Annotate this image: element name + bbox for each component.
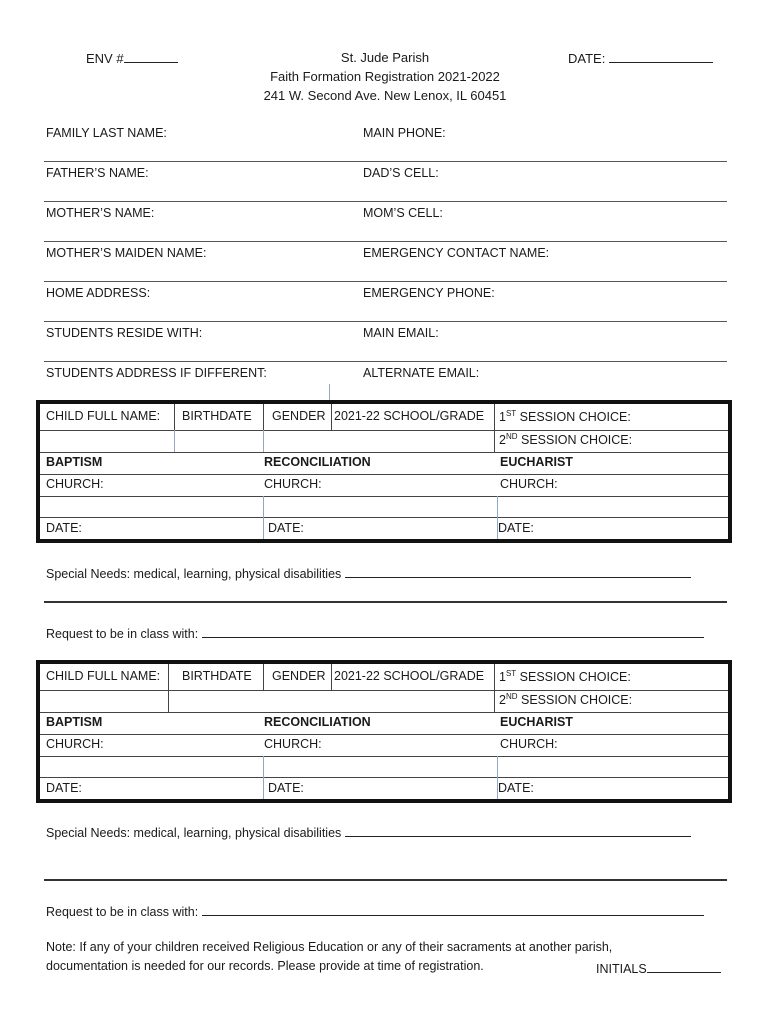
family-last-name-label: FAMILY LAST NAME:	[46, 126, 167, 140]
family-line-3[interactable]	[44, 241, 727, 242]
special-needs-line-1[interactable]	[44, 601, 727, 603]
family-line-4[interactable]	[44, 281, 727, 282]
request-class-label-1: Request to be in class with:	[46, 624, 704, 641]
request-class-label-2: Request to be in class with:	[46, 902, 704, 919]
gender-label: GENDER	[272, 409, 326, 423]
moms-cell-label: MOM’S CELL:	[363, 206, 443, 220]
first-session-choice-label: 1ST SESSION CHOICE:	[499, 669, 631, 685]
request-class-input-2[interactable]	[202, 902, 704, 916]
col-line	[263, 430, 264, 452]
row-line	[40, 734, 728, 735]
row-line	[40, 452, 728, 453]
row-line	[40, 777, 728, 778]
gender-label: GENDER	[272, 669, 326, 683]
reconciliation-church-label: CHURCH:	[264, 477, 322, 491]
date-input[interactable]	[609, 50, 713, 63]
mothers-maiden-name-label: MOTHER’S MAIDEN NAME:	[46, 246, 207, 260]
birthdate-label: BIRTHDATE	[182, 409, 252, 423]
special-needs-line-2[interactable]	[44, 879, 727, 881]
special-needs-input-1[interactable]	[345, 564, 691, 578]
env-label: ENV #	[86, 50, 178, 66]
mothers-name-label: MOTHER’S NAME:	[46, 206, 155, 220]
parish-address: 241 W. Second Ave. New Lenox, IL 60451	[263, 88, 507, 103]
home-address-label: HOME ADDRESS:	[46, 286, 151, 300]
eucharist-label: EUCHARIST	[500, 455, 573, 469]
col-line	[263, 496, 264, 539]
baptism-date-label: DATE:	[46, 521, 82, 535]
second-session-choice-label: 2ND SESSION CHOICE:	[499, 432, 633, 448]
family-line-6[interactable]	[44, 361, 727, 362]
col-line	[263, 664, 264, 690]
row-line	[40, 474, 728, 475]
baptism-label: BAPTISM	[46, 715, 103, 729]
row-line	[40, 712, 728, 713]
eucharist-date-label: DATE:	[498, 781, 534, 795]
child-full-name-label: CHILD FULL NAME:	[46, 669, 161, 683]
main-phone-label: MAIN PHONE:	[363, 126, 446, 140]
initials-label: INITIALS	[596, 959, 721, 976]
col-line	[263, 404, 264, 430]
date-label: DATE:	[568, 50, 713, 66]
fathers-name-label: FATHER’S NAME:	[46, 166, 149, 180]
initials-input[interactable]	[647, 959, 721, 973]
students-reside-with-label: STUDENTS RESIDE WITH:	[46, 326, 203, 340]
first-session-choice-label: 1ST SESSION CHOICE:	[499, 409, 631, 425]
col-line	[174, 404, 175, 430]
child-table-1	[36, 400, 732, 543]
special-needs-input-2[interactable]	[345, 823, 691, 837]
dads-cell-label: DAD’S CELL:	[363, 166, 439, 180]
special-needs-label-1: Special Needs: medical, learning, physical disabilities	[46, 564, 691, 581]
reconciliation-label: RECONCILIATION	[264, 715, 371, 729]
col-line	[494, 664, 495, 712]
program-title: Faith Formation Registration 2021-2022	[270, 69, 500, 84]
eucharist-church-label: CHURCH:	[500, 737, 558, 751]
col-line	[331, 664, 332, 690]
row-line	[40, 690, 728, 691]
baptism-date-label: DATE:	[46, 781, 82, 795]
eucharist-label: EUCHARIST	[500, 715, 573, 729]
row-line	[40, 496, 728, 497]
birthdate-label: BIRTHDATE	[182, 669, 252, 683]
child-full-name-label: CHILD FULL NAME:	[46, 409, 161, 423]
row-line	[40, 517, 728, 518]
note-line-1: Note: If any of your children received Religious Education or any of their sacraments at another parish,	[46, 940, 613, 954]
parish-name: St. Jude Parish	[340, 50, 430, 65]
reconciliation-church-label: CHURCH:	[264, 737, 322, 751]
family-line-2[interactable]	[44, 201, 727, 202]
school-grade-label: 2021-22 SCHOOL/GRADE	[334, 669, 485, 683]
school-grade-label: 2021-22 SCHOOL/GRADE	[334, 409, 485, 423]
request-class-input-1[interactable]	[202, 624, 704, 638]
row-line	[40, 756, 728, 757]
second-session-choice-label: 2ND SESSION CHOICE:	[499, 692, 633, 708]
baptism-label: BAPTISM	[46, 455, 103, 469]
reconciliation-label: RECONCILIATION	[264, 455, 371, 469]
reconciliation-date-label: DATE:	[268, 781, 304, 795]
baptism-church-label: CHURCH:	[46, 737, 104, 751]
baptism-church-label: CHURCH:	[46, 477, 104, 491]
col-line	[174, 430, 175, 452]
alternate-email-label: ALTERNATE EMAIL:	[363, 366, 480, 380]
row-line	[40, 430, 728, 431]
emergency-phone-label: EMERGENCY PHONE:	[363, 286, 495, 300]
col-line	[168, 664, 169, 712]
family-line-1[interactable]	[44, 161, 727, 162]
child-table-2	[36, 660, 732, 803]
note-line-2: documentation is needed for our records. Please provide at time of registration.	[46, 959, 484, 973]
students-address-label: STUDENTS ADDRESS IF DIFFERENT:	[46, 366, 267, 380]
col-line	[263, 756, 264, 799]
col-line	[331, 404, 332, 430]
special-needs-label-2: Special Needs: medical, learning, physical disabilities	[46, 823, 691, 840]
main-email-label: MAIN EMAIL:	[363, 326, 439, 340]
eucharist-date-label: DATE:	[498, 521, 534, 535]
eucharist-church-label: CHURCH:	[500, 477, 558, 491]
family-line-5[interactable]	[44, 321, 727, 322]
reconciliation-date-label: DATE:	[268, 521, 304, 535]
col-line	[494, 404, 495, 452]
emergency-contact-name-label: EMERGENCY CONTACT NAME:	[363, 246, 550, 260]
